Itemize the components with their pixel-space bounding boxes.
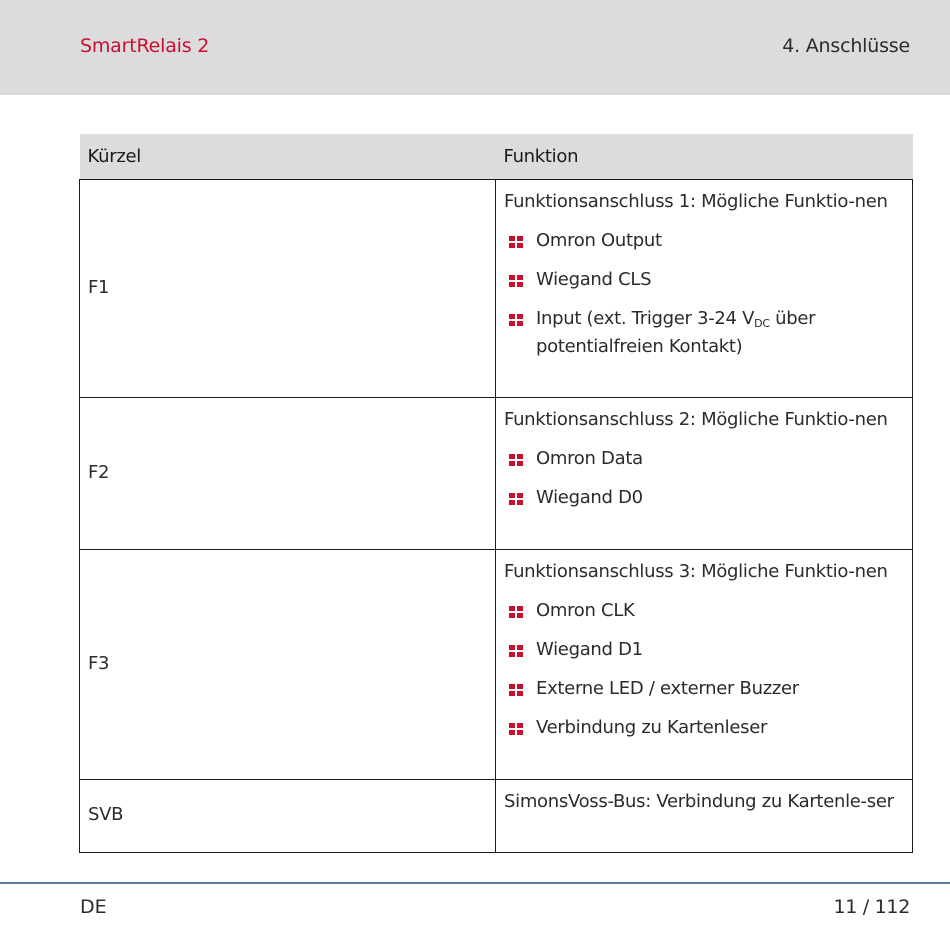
list-item xyxy=(504,266,904,294)
table-header-row xyxy=(80,134,913,180)
list-item xyxy=(504,636,904,664)
list-item xyxy=(504,445,904,473)
table-row xyxy=(80,180,913,398)
option-label: Omron Data xyxy=(536,448,643,469)
row-description: Funktionsanschluss 2: Mögliche Funktio-nen xyxy=(504,409,888,430)
column-header-kuerzel: Kürzel xyxy=(80,134,496,180)
table-row xyxy=(80,398,913,550)
option-label: Omron Output xyxy=(536,230,662,251)
row-description: Funktionsanschluss 3: Mögliche Funktio-nen xyxy=(504,561,888,582)
footer-language: DE xyxy=(80,896,107,918)
bullet-icon xyxy=(509,606,523,618)
list-item xyxy=(504,597,904,625)
option-list xyxy=(504,227,904,361)
option-label: Input (ext. Trigger 3-24 V xyxy=(536,308,755,329)
row-function xyxy=(496,180,913,398)
voltage-subscript: DC xyxy=(754,317,770,330)
table-row xyxy=(80,550,913,780)
option-label: Wiegand D0 xyxy=(536,487,643,508)
list-item xyxy=(504,484,904,512)
bullet-icon xyxy=(509,454,523,466)
option-label: Wiegand CLS xyxy=(536,269,652,290)
list-item xyxy=(504,714,904,742)
bullet-icon xyxy=(509,723,523,735)
row-code: F1 xyxy=(80,180,496,398)
row-code: F2 xyxy=(80,398,496,550)
option-label: Omron CLK xyxy=(536,600,635,621)
connector-table xyxy=(79,134,913,853)
option-label-continued: über potentialfreien Kontakt) xyxy=(536,308,816,357)
page-header xyxy=(0,0,950,95)
row-description: Funktionsanschluss 1: Mögliche Funktio-nen xyxy=(504,191,888,212)
row-function xyxy=(496,780,913,853)
option-label: Verbindung zu Kartenleser xyxy=(536,717,768,738)
column-header-funktion: Funktion xyxy=(496,134,913,180)
option-label: Externe LED / externer Buzzer xyxy=(536,678,799,699)
bullet-icon xyxy=(509,684,523,696)
bullet-icon xyxy=(509,645,523,657)
option-label: Wiegand D1 xyxy=(536,639,643,660)
row-function xyxy=(496,550,913,780)
bullet-icon xyxy=(509,493,523,505)
option-list xyxy=(504,445,904,512)
brand-title: SmartRelais 2 xyxy=(80,35,210,57)
row-function xyxy=(496,398,913,550)
footer-divider xyxy=(0,882,950,884)
list-item xyxy=(504,305,904,361)
option-list xyxy=(504,597,904,742)
row-description: SimonsVoss-Bus: Verbindung zu Kartenle-ser xyxy=(504,791,894,812)
bullet-icon xyxy=(509,314,523,326)
list-item xyxy=(504,227,904,255)
row-code: SVB xyxy=(80,780,496,853)
bullet-icon xyxy=(509,236,523,248)
bullet-icon xyxy=(509,275,523,287)
page-number: 11 / 112 xyxy=(833,896,910,918)
list-item xyxy=(504,675,904,703)
table-row xyxy=(80,780,913,853)
row-code: F3 xyxy=(80,550,496,780)
chapter-title: 4. Anschlüsse xyxy=(782,35,910,57)
